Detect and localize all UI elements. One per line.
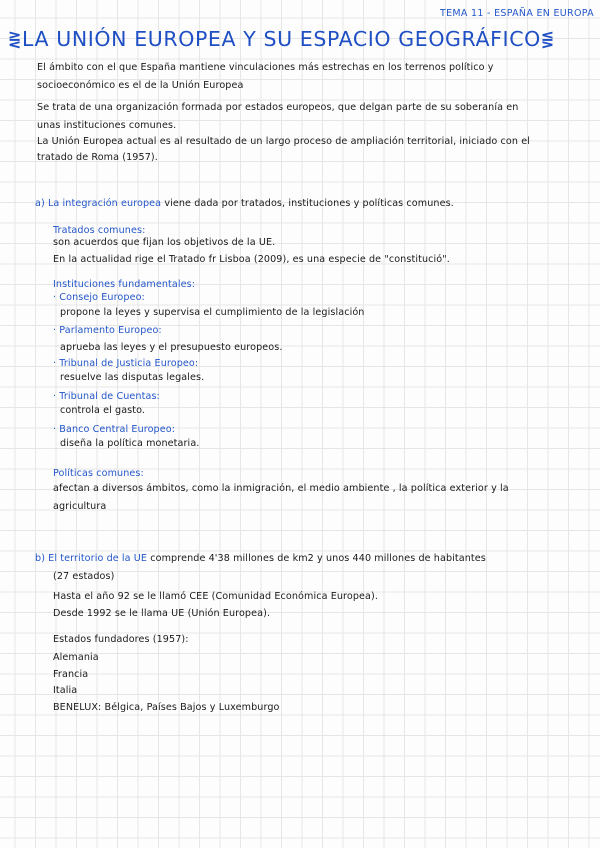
fundador-item: Francia bbox=[53, 669, 89, 680]
fundadores-heading: Estados fundadores (1957): bbox=[53, 634, 189, 645]
title-text: LA UNIÓN EUROPEA Y SU ESPACIO GEOGRÁFICO bbox=[22, 27, 541, 51]
institution-name: · Banco Central Europeo: bbox=[53, 424, 176, 435]
intro-line: Se trata de una organización formada por estados europeos, que delgan parte de su soberanía en bbox=[37, 102, 519, 113]
fundador-item: Italia bbox=[53, 685, 78, 696]
politicas-heading: Políticas comunes: bbox=[53, 468, 144, 479]
institution-name: · Tribunal de Cuentas: bbox=[53, 391, 160, 402]
page-title bbox=[8, 27, 555, 51]
institution-desc: aprueba las leyes y el presupuesto europeos. bbox=[60, 342, 283, 353]
institution-desc: resuelve las disputas legales. bbox=[60, 372, 205, 383]
section-b-line: Hasta el año 92 se le llamó CEE (Comunidad Económica Europea). bbox=[53, 591, 379, 602]
tratados-heading: Tratados comunes: bbox=[53, 225, 146, 236]
politicas-line: afectan a diversos ámbitos, como la inmigración, el medio ambiente , la política exterior y la bbox=[53, 483, 509, 494]
intro-line: socioeconómico es el de la Unión Europea bbox=[37, 80, 244, 91]
decoration-left-icon: ⋛ bbox=[8, 29, 23, 49]
section-b-line: (27 estados) bbox=[53, 571, 115, 582]
section-b-prefix: b) El bbox=[35, 553, 61, 564]
topic-header: TEMA 11 - ESPAÑA EN EUROPA bbox=[440, 8, 594, 19]
tratados-line: son acuerdos que fijan los objetivos de la UE. bbox=[53, 237, 276, 248]
institution-desc: controla el gasto. bbox=[60, 405, 146, 416]
section-b-highlight: territorio de la UE bbox=[60, 553, 148, 564]
institution-name: · Tribunal de Justicia Europeo: bbox=[53, 358, 199, 369]
institution-name: · Consejo Europeo: bbox=[53, 292, 145, 303]
tratados-line: En la actualidad rige el Tratado fr Lisboa (2009), es una especie de "constitució". bbox=[53, 254, 450, 265]
section-a-highlight: integración europea bbox=[62, 198, 162, 209]
intro-line: El ámbito con el que España mantiene vinculaciones más estrechas en los terrenos político y bbox=[37, 62, 494, 73]
politicas-line: agricultura bbox=[53, 501, 107, 512]
instituciones-heading: Instituciones fundamentales: bbox=[53, 279, 196, 290]
institution-desc: diseña la política monetaria. bbox=[60, 438, 200, 449]
section-b-heading bbox=[35, 552, 486, 566]
intro-line: La Unión Europea actual es al resultado de un largo proceso de ampliación territorial, iniciado con el bbox=[37, 136, 530, 147]
section-a-heading bbox=[35, 197, 454, 211]
institution-name: · Parlamento Europeo: bbox=[53, 325, 162, 336]
fundador-item: BENELUX: Bélgica, Países Bajos y Luxemburgo bbox=[53, 702, 280, 713]
decoration-right-icon: ⋚ bbox=[540, 29, 555, 49]
section-a-prefix: a) La bbox=[35, 198, 63, 209]
intro-line: tratado de Roma (1957). bbox=[37, 152, 158, 163]
institution-desc: propone la leyes y supervisa el cumplimiento de la legislación bbox=[60, 307, 365, 318]
fundador-item: Alemania bbox=[53, 652, 99, 663]
section-a-rest: viene dada por tratados, instituciones y políticas comunes. bbox=[161, 198, 454, 209]
section-b-line: Desde 1992 se le llama UE (Unión Europea). bbox=[53, 608, 271, 619]
section-b-rest: comprende 4'38 millones de km2 y unos 440 millones de habitantes bbox=[147, 553, 486, 564]
intro-line: unas instituciones comunes. bbox=[37, 120, 177, 131]
